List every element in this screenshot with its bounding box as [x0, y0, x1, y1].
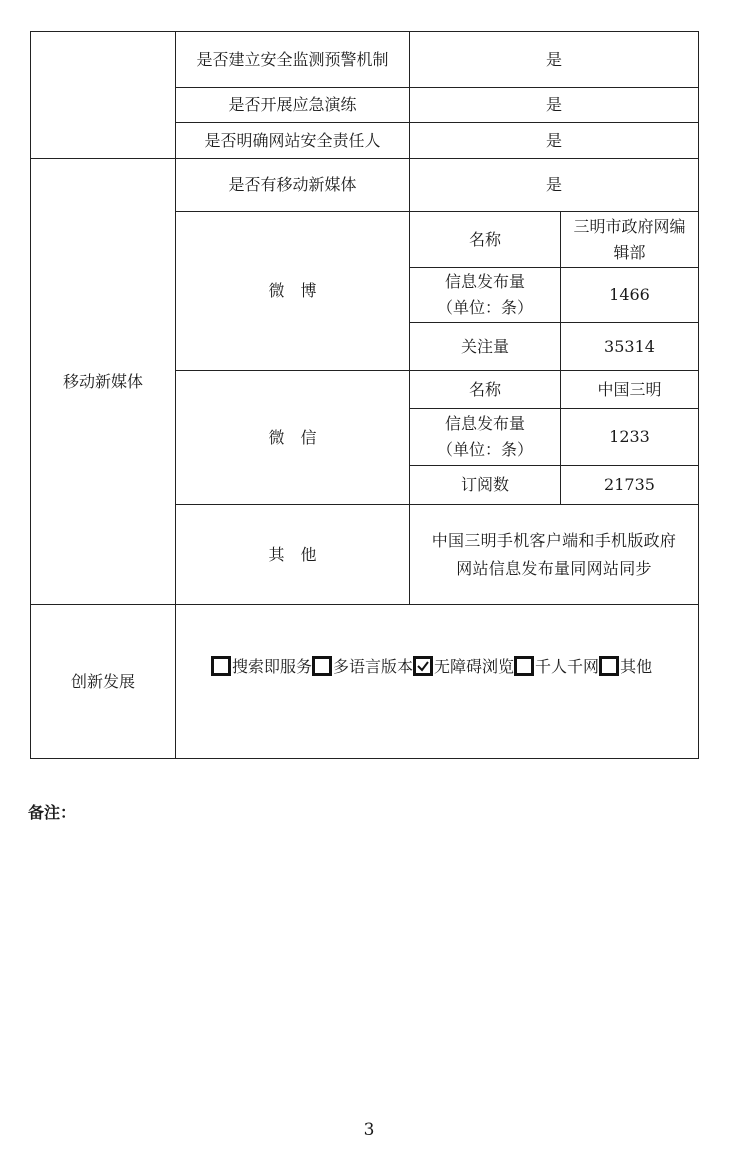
checkbox-accessibility[interactable] [413, 656, 433, 676]
weibo-followers-label-cell [410, 323, 560, 370]
wechat-subscribers-label: 订阅数 [460, 475, 509, 494]
responsible-value: 是 [545, 130, 562, 150]
page-number: 3 [363, 1120, 375, 1140]
weibo-followers-value: 35314 [604, 336, 655, 356]
weibo-name-value-cell [561, 212, 698, 267]
wechat-name-value-cell [561, 371, 698, 408]
checkbox-search-service[interactable] [211, 656, 231, 676]
has-mobile-value-cell [410, 159, 698, 211]
checkbox-other[interactable] [599, 656, 619, 676]
responsible-label-cell [176, 123, 409, 158]
wechat-posts-value-cell [561, 409, 698, 465]
weibo-label: 微 博 [268, 281, 317, 300]
option-search-service: 搜索即服务 [232, 657, 313, 676]
weibo-followers-label: 关注量 [460, 336, 509, 356]
innovation-label-cell [31, 605, 175, 758]
has-mobile-value: 是 [545, 175, 562, 194]
innovation-options [211, 654, 652, 677]
drill-label-cell [176, 88, 409, 122]
wechat-name-label: 名称 [468, 379, 501, 399]
option-accessibility: 无障碍浏览 [434, 657, 515, 676]
wechat-subscribers-value-cell [561, 466, 698, 504]
weibo-posts-value: 1466 [609, 285, 650, 304]
weibo-name-label: 名称 [468, 229, 501, 249]
monitoring-label-cell [176, 32, 409, 87]
wechat-subscribers-value: 21735 [604, 475, 655, 494]
weibo-name-label-cell [410, 212, 560, 267]
checkbox-personalized[interactable] [514, 656, 534, 676]
mobile-section-cell [31, 159, 175, 604]
drill-label: 是否开展应急演练 [228, 95, 357, 114]
option-personalized: 千人千网 [535, 657, 600, 676]
wechat-posts-label: 信息发布量（单位：条） [436, 414, 533, 459]
note-label: 备注： [28, 803, 77, 822]
weibo-label-cell [176, 212, 409, 370]
other-label-cell [176, 505, 409, 604]
has-mobile-label-cell [176, 159, 409, 211]
innovation-label: 创新发展 [70, 671, 135, 691]
mobile-section-label: 移动新媒体 [62, 371, 143, 391]
other-value: 中国三明手机客户端和手机版政府网站信息发布量同网站同步 [431, 530, 677, 578]
responsible-label: 是否明确网站安全责任人 [204, 130, 381, 150]
has-mobile-label: 是否有移动新媒体 [228, 175, 357, 194]
wechat-posts-value: 1233 [609, 427, 650, 446]
other-value-cell [410, 505, 698, 604]
other-label: 其 他 [268, 544, 317, 564]
wechat-label-cell [176, 371, 409, 504]
monitoring-label: 是否建立安全监测预警机制 [196, 49, 389, 69]
option-multilingual: 多语言版本 [333, 657, 414, 676]
weibo-posts-label-cell [410, 268, 560, 322]
drill-value-cell [410, 88, 698, 122]
option-other: 其他 [620, 657, 653, 676]
wechat-name-label-cell [410, 371, 560, 408]
check-mark-icon [416, 659, 430, 673]
weibo-name-value: 三明市政府网编辑部 [573, 216, 686, 262]
wechat-subscribers-label-cell [410, 466, 560, 504]
drill-value: 是 [545, 95, 562, 114]
monitoring-value: 是 [545, 49, 562, 69]
wechat-name-value: 中国三明 [597, 379, 662, 399]
weibo-posts-label: 信息发布量（单位：条） [436, 272, 533, 317]
wechat-posts-label-cell [410, 409, 560, 465]
weibo-posts-value-cell [561, 268, 698, 322]
responsible-value-cell [410, 123, 698, 158]
checkbox-multilingual[interactable] [312, 656, 332, 676]
wechat-label: 微 信 [268, 427, 317, 447]
weibo-followers-value-cell [561, 323, 698, 370]
monitoring-value-cell [410, 32, 698, 87]
